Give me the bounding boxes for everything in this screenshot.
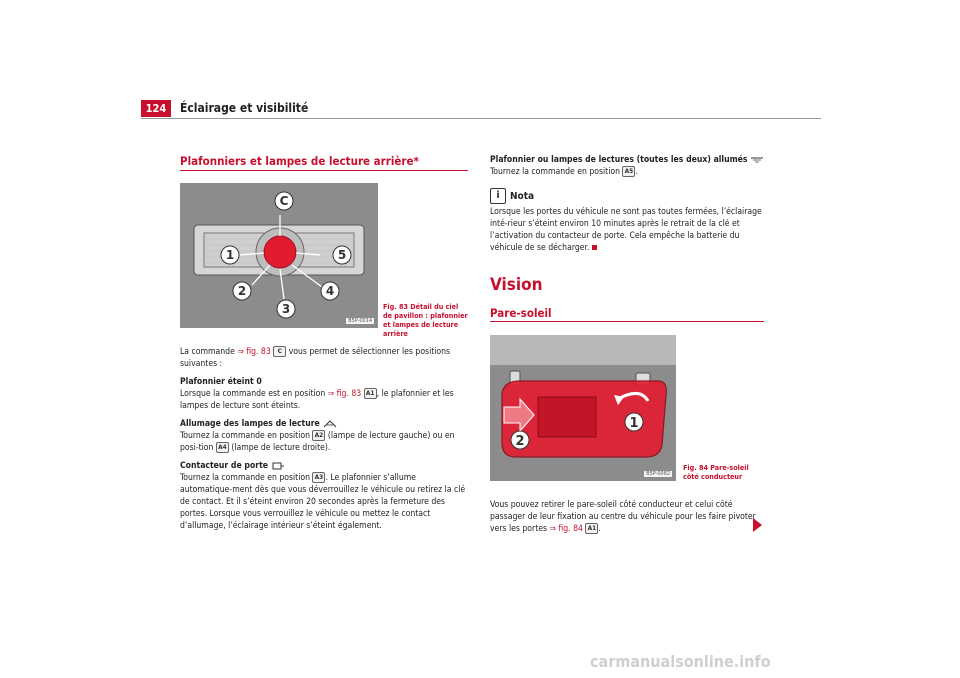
- key-a5: A5: [622, 166, 635, 177]
- label-4: 4: [325, 284, 335, 298]
- ceiling-lamp-illustration: [180, 183, 378, 328]
- page-number: 124: [141, 100, 171, 117]
- label-5: 5: [337, 248, 347, 262]
- section2-body: [490, 154, 768, 260]
- all-on-heading: Plafonnier ou lampes de lectures (toutes les deux) allumés: [490, 154, 768, 166]
- label-1: 1: [629, 416, 639, 431]
- label-2: 2: [237, 284, 247, 298]
- reading-paragraph: Tournez la commande en position A2 (lampe de lecture gauche) ou en posi-tion A4 (lampe de lecture droite).: [180, 431, 455, 453]
- key-a1: A1: [585, 523, 598, 534]
- section-title-reading-lamps: Plafonniers et lampes de lecture arrière*: [180, 154, 419, 168]
- nota-paragraph: Lorsque les portes du véhicule ne sont pas toutes fermées, l’éclairage inté-rieur s’éteint environ 10 minutes après le retrait de la clé et l’activation du contacteur de porte. Cela empêche la batterie du véhicule de se décharger.: [490, 207, 762, 253]
- vision-title: Vision: [490, 275, 543, 295]
- key-a3: A3: [312, 472, 325, 483]
- door-paragraph: Tournez la commande en position A3 . Le plafonnier s’allume automatique-ment dès que vous déverrouillez le véhicule ou retirez la clé de contact. Et il s’éteint environ 20 secondes après la fermeture des portes. Lorsque vous verrouillez le véhicule ou mettez le contact d’allumage, l’éclairage intérieur s’éteint également.: [180, 473, 466, 531]
- end-of-section-icon: [592, 245, 597, 250]
- figure-84-sun-visor: [490, 335, 676, 481]
- next-page-arrow-icon[interactable]: [753, 518, 762, 532]
- chapter-title: Éclairage et visibilité: [180, 101, 309, 115]
- label-3: 3: [281, 302, 291, 316]
- fig-ref-link[interactable]: ⇒ fig. 83: [237, 347, 271, 357]
- sun-visor-illustration: [490, 335, 676, 481]
- off-paragraph: Lorsque la commande est en position ⇒ fig. 83 A1 , le plafonnier et les lampes de lecture sont éteints.: [180, 389, 454, 411]
- figure-84-caption: Fig. 84 Pare-soleil côté conducteur: [683, 463, 749, 481]
- figure-code: B5P-0082: [646, 471, 670, 477]
- ceiling-light-icon: [750, 156, 764, 164]
- watermark: carmanualsonline.info: [590, 652, 771, 671]
- door-heading: Contacteur de porte: [180, 460, 468, 472]
- all-on-paragraph: Tournez la commande en position A5 .: [490, 167, 638, 177]
- key-a4: A4: [216, 442, 229, 453]
- section-title-sun-visor: Pare-soleil: [490, 306, 552, 320]
- off-heading: Plafonnier éteint 0: [180, 377, 262, 387]
- note-icon: i: [490, 188, 506, 204]
- label-1: 1: [225, 248, 235, 262]
- key-a2: A2: [312, 430, 325, 441]
- reading-heading: Allumage des lampes de lecture: [180, 418, 468, 430]
- section-divider: [490, 321, 764, 322]
- key-c: C: [273, 346, 286, 357]
- label-2: 2: [515, 434, 525, 449]
- nota-heading: i Nota: [490, 188, 768, 204]
- header-divider: [141, 118, 821, 119]
- reading-lamp-icon: [323, 420, 337, 428]
- figure-83-caption: Fig. 83 Détail du ciel de pavillon : plafonnier et lampes de lecture arrière: [383, 302, 468, 338]
- fig-ref-link[interactable]: ⇒ fig. 83: [327, 389, 362, 399]
- label-c: C: [279, 194, 289, 208]
- figure-code: B5P-0014: [348, 318, 372, 324]
- key-a1: A1: [364, 388, 377, 399]
- sun-visor-paragraph: Vous pouvez retirer le pare-soleil côté conducteur et celui côté passager de leur fixation au centre du véhicule pour les faire pivoter vers les portes ⇒ fig. 84 A1 .: [490, 500, 756, 534]
- figure-83-ceiling-lamp: [180, 183, 378, 328]
- vision-body: [490, 499, 768, 541]
- door-contact-icon: [271, 462, 285, 470]
- section1-body: [180, 346, 468, 538]
- section-divider: [180, 170, 468, 171]
- fig-ref-link[interactable]: ⇒ fig. 84: [549, 524, 583, 534]
- intro-paragraph: La commande ⇒ fig. 83 C vous permet de sélectionner les positions suivantes :: [180, 347, 451, 369]
